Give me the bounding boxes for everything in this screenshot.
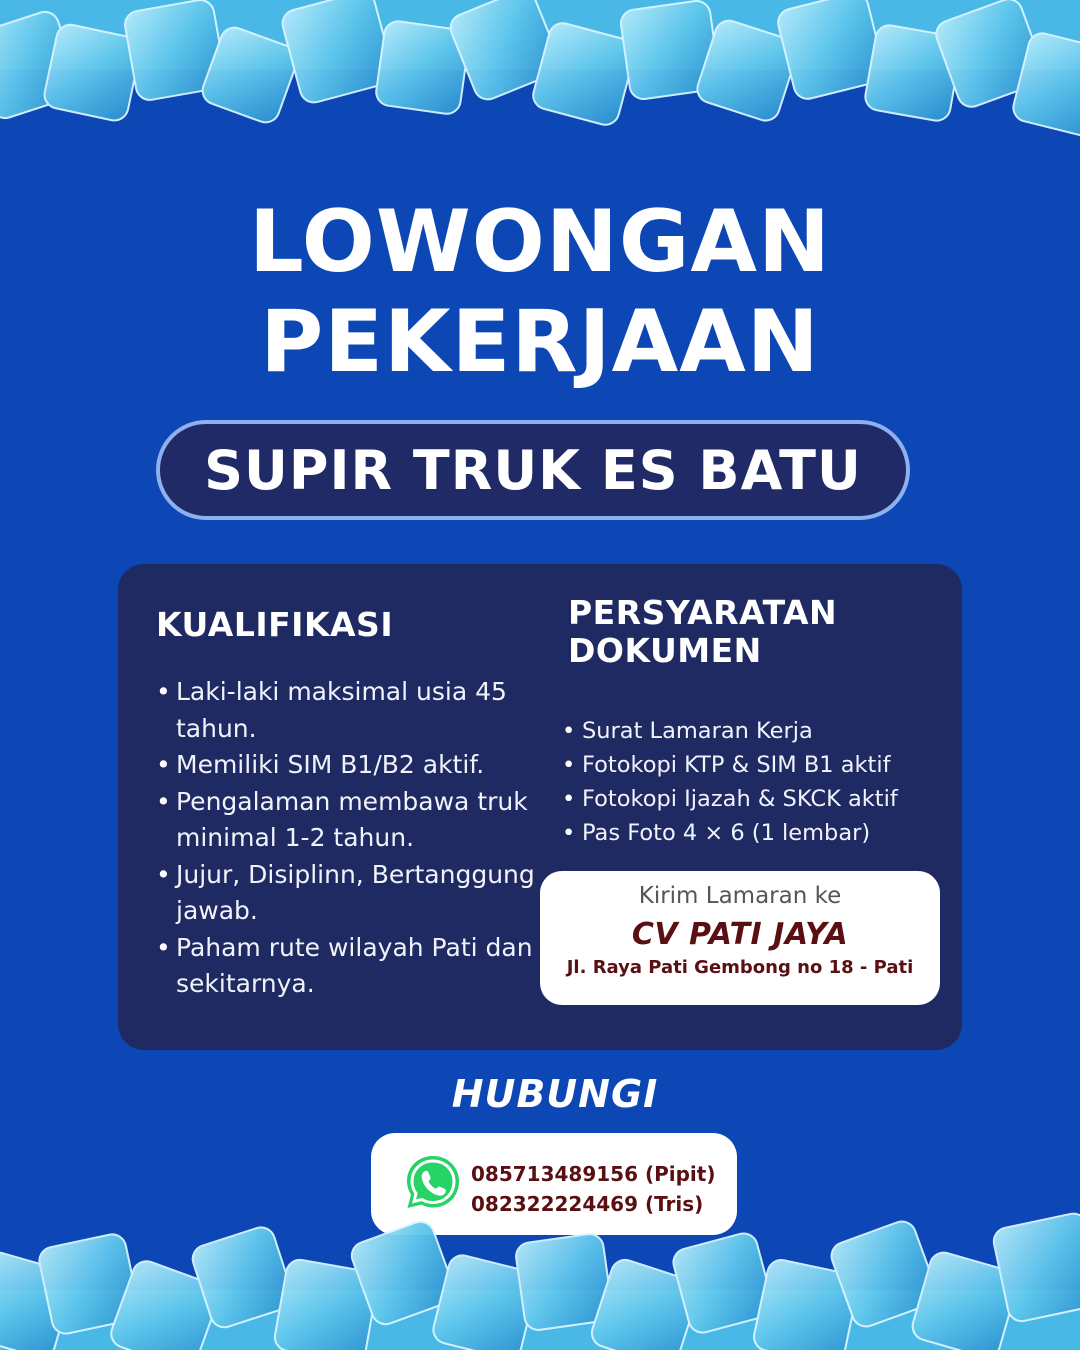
qualifications-heading: KUALIFIKASI <box>156 605 394 644</box>
bullet-icon: • <box>562 820 576 846</box>
phone-number-tris[interactable]: 082322224469 (Tris) <box>471 1192 704 1216</box>
job-position-badge <box>156 420 910 520</box>
list-item: • Laki-laki maksimal usia 45 tahun. <box>156 674 536 747</box>
list-item: • Pengalaman membawa truk minimal 1-2 tahun. <box>156 784 536 857</box>
contact-heading: HUBUNGI <box>451 1072 659 1116</box>
title-line-1: LOWONGAN <box>249 192 831 292</box>
requirements-panel <box>118 564 962 1050</box>
company-address: Jl. Raya Pati Gembong no 18 - Pati <box>566 957 914 978</box>
phone-number-pipit[interactable]: 085713489156 (Pipit) <box>471 1162 716 1186</box>
documents-list <box>562 714 948 850</box>
documents-section <box>562 593 948 850</box>
send-application-label: Kirim Lamaran ke <box>638 883 842 909</box>
title-line-2: PEKERJAAN <box>260 292 820 392</box>
list-item: • Pas Foto 4 × 6 (1 lembar) <box>568 816 948 850</box>
company-name: CV PATI JAYA <box>631 917 849 952</box>
bullet-icon: • <box>156 750 171 779</box>
bullet-icon: • <box>562 752 576 778</box>
ice-cubes-bottom-decoration <box>0 1200 1080 1350</box>
application-address-card <box>540 871 940 1005</box>
bullet-icon: • <box>562 786 576 812</box>
bullet-icon: • <box>562 718 576 744</box>
qualifications-section <box>156 606 536 1003</box>
job-position-label: SUPIR TRUK ES BATU <box>204 438 862 502</box>
list-item: • Fotokopi Ijazah & SKCK aktif <box>568 782 948 816</box>
documents-heading: PERSYARATAN DOKUMEN <box>568 593 838 670</box>
ice-cubes-top-decoration <box>0 0 1080 150</box>
bullet-icon: • <box>156 859 171 889</box>
list-item: • Surat Lamaran Kerja <box>568 714 948 748</box>
list-item: • Paham rute wilayah Pati dan sekitarnya. <box>156 930 536 1003</box>
list-item: • Jujur, Disiplinn, Bertanggung jawab. <box>156 857 536 930</box>
bullet-icon: • <box>156 786 171 816</box>
list-item: • Fotokopi KTP & SIM B1 aktif <box>568 748 948 782</box>
bullet-icon: • <box>156 677 171 706</box>
list-item: • Memiliki SIM B1/B2 aktif. <box>156 747 536 784</box>
qualifications-list <box>156 674 536 1003</box>
bullet-icon: • <box>156 932 171 962</box>
